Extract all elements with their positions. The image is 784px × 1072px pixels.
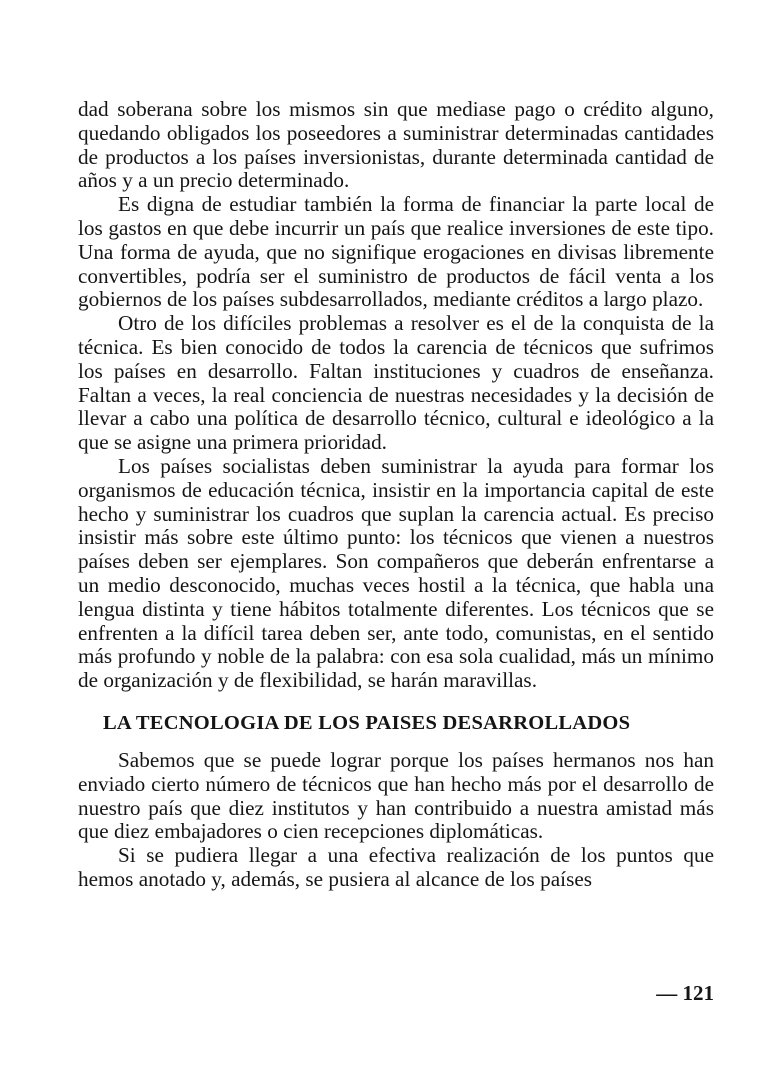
paragraph-conclusion-start: Si se pudiera llegar a una efectiva realización de los puntos que hemos anotado y, además, se pusiera al alcance de los países — [78, 843, 714, 891]
paragraph-technique: Otro de los difíciles problemas a resolver es el de la conquista de la técnica. Es bien conocido de todos la carencia de técnicos que sufrimos los países en desarrollo. Faltan instituciones y cuadros de enseñanza. Faltan a veces, la real conciencia de nuestras necesidades y la decisión de llevar a cabo una política de desarrollo técnico, cultural e ideológico a la que se asigne una primera prioridad. — [78, 311, 714, 455]
section-heading: LA TECNOLOGIA DE LOS PAISES DESARROLLADOS — [103, 711, 631, 734]
paragraph-technicians: Sabemos que se puede lograr porque los países hermanos nos han enviado cierto número de técnicos que han hecho más por el desarrollo de nuestro país que diez institutos y han contribuido a nuestra amistad más que diez embajadores o cien recepciones diplomáticas. — [78, 747, 714, 844]
paragraph-continuation: dad soberana sobre los mismos sin que mediase pago o crédito alguno, quedando obligados los poseedores a suministrar determinadas cantidades de productos a los países inversionistas, durante determinada cantidad de años y a un precio determinado. — [78, 97, 714, 193]
page-number: — 121 — [656, 981, 714, 1005]
book-page — [78, 98, 714, 892]
paragraph-financing: Es digna de estudiar también la forma de financiar la parte local de los gastos en que debe incurrir un país que realice inversiones de este tipo. Una forma de ayuda, que no signifique erogaciones en divisas libremente convertibles, podría ser el suministro de productos de fácil venta a los gobiernos de los países subdesarrollados, mediante créditos a largo plazo. — [78, 192, 714, 312]
paragraph-socialist-help: Los países socialistas deben suministrar la ayuda para formar los organismos de educación técnica, insistir en la importancia capital de este hecho y suministrar los cuadros que suplan la carencia actual. Es preciso insistir más sobre este último punto: los técnicos que vienen a nuestros países deben ser ejemplares. Son compañeros que deberán enfrentarse a un medio desconocido, muchas veces hostil a la técnica, que habla una lengua distinta y tiene hábitos totalmente diferentes. Los técnicos que se enfrenten a la difícil tarea deben ser, ante todo, comunistas, en el sentido más profundo y noble de la palabra: con esa sola cualidad, más un mínimo de organización y de flexibilidad, se harán maravillas. — [78, 453, 714, 693]
